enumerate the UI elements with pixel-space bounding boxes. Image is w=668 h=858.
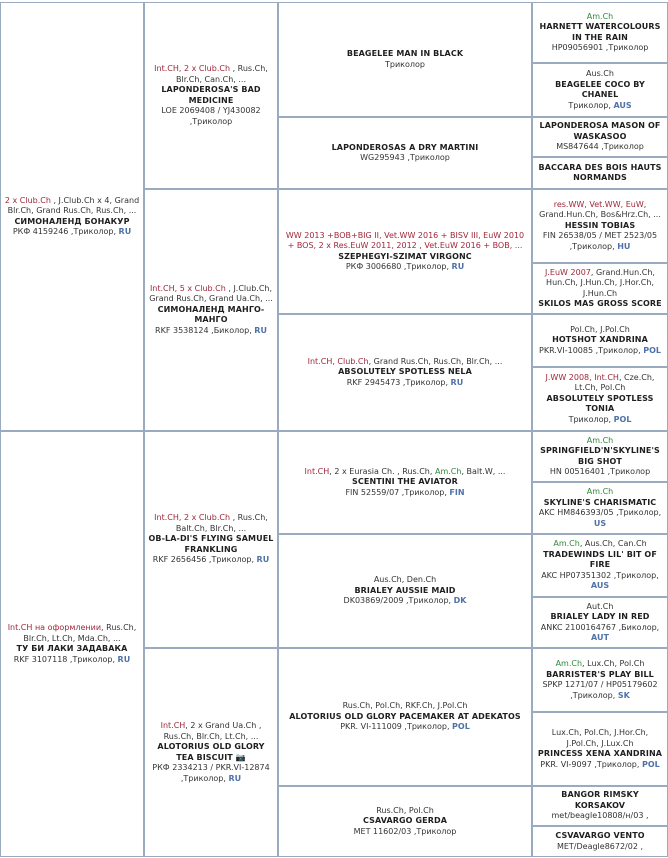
dog-titles: [282, 575, 528, 586]
title-segment: Int.CH: [160, 721, 186, 730]
title-segment: Lux.Ch, Pol.Ch, J.Hor.Ch, J.Pol.Ch, J.Lux.Ch: [551, 728, 649, 748]
dog-registration: [282, 488, 528, 499]
registration-text: Триколор: [385, 59, 425, 69]
dog-registration: [536, 571, 664, 592]
dog-registration: [282, 378, 528, 389]
country-code: SK: [617, 690, 630, 700]
dog-titles: [282, 357, 528, 368]
dog-registration: [282, 722, 528, 733]
pedigree-cell-sddd: [532, 367, 668, 431]
dog-titles: [282, 806, 528, 817]
dog-name-link[interactable]: [282, 143, 528, 154]
registration-text: HN 00516401 ,Триколор: [549, 467, 651, 476]
title-segment: , Grand.Hun.Ch, Hun.Ch, J.Hun.Ch, J.Hor.Ch, J.Hun.Ch: [546, 267, 655, 298]
title-segment: , Rus.Ch, Balt.Ch, Blr.Ch, ...: [175, 513, 268, 533]
dog-entry: [4, 623, 140, 665]
title-segment: Am.Ch: [586, 11, 614, 21]
country-code: HU: [617, 241, 631, 251]
title-segment: Rus.Ch, Pol.Ch, RKF.Ch, J.Pol.Ch: [342, 701, 468, 711]
title-segment: WW 2013 +BOB+BIG II, Vet.WW 2016 + BISV III, EuW 2010 + BOS, 2 x Res.EuW 2011, 2012 , Vet.EuW 2016 + BOB, ...: [285, 230, 525, 250]
pedigree-cell-sdd: [278, 314, 532, 431]
dog-registration: [148, 555, 274, 566]
pedigree-cell-dsdd: [532, 597, 668, 648]
title-segment: Int.CH, 5 x Club.Ch: [149, 283, 226, 293]
registration-text: Триколор,: [568, 414, 612, 424]
dog-entry: [536, 200, 664, 253]
dog-name: HARNETT WATERCOLOURS IN THE RAIN: [539, 22, 661, 42]
dog-name: OB-LA-DI'S FLYING SAMUEL FRANKLING: [148, 534, 274, 554]
registration-text: Триколор,: [568, 100, 611, 110]
dog-name: SCENTINI THE AVIATOR: [352, 477, 458, 487]
dog-titles: [536, 325, 664, 336]
dog-name: BEAGELEE MAN IN BLACK: [346, 49, 464, 58]
dog-name-link[interactable]: [536, 80, 664, 101]
dog-registration: [148, 106, 274, 127]
registration-text: РКФ 2334213 / PKR.VI-12874 ,Триколор,: [152, 763, 270, 783]
registration-text: РКФ 3006680 ,Триколор,: [345, 262, 449, 271]
dog-name: SKILOS MAS GROSS SCORE: [538, 299, 662, 308]
registration-text: RKF 2945473 ,Триколор,: [346, 377, 448, 387]
dog-name-link[interactable]: [148, 742, 274, 763]
country-code: FIN: [449, 487, 465, 497]
dog-titles: [536, 487, 664, 498]
title-segment: Aut.Ch: [586, 601, 614, 611]
dog-name-link[interactable]: [536, 299, 664, 310]
dog-registration: [148, 763, 274, 784]
dog-registration: [536, 467, 664, 478]
dog-name-link[interactable]: [4, 217, 140, 228]
dog-entry: [4, 196, 140, 238]
dog-name: BARRISTER'S PLAY BILL: [546, 669, 654, 679]
dog-entry: [148, 284, 274, 337]
dog-titles: [536, 728, 664, 749]
dog-name-link[interactable]: [282, 252, 528, 263]
dog-entry: [282, 143, 528, 164]
dog-entry: [536, 121, 664, 153]
pedigree-cell-ssd: [278, 117, 532, 189]
dog-entry: [536, 539, 664, 592]
dog-registration: [282, 596, 528, 607]
dog-titles: [282, 231, 528, 252]
dog-entry: [536, 728, 664, 770]
dog-registration: [282, 153, 528, 164]
pedigree-cell-dss: [278, 431, 532, 534]
country-code: RU: [228, 773, 242, 783]
dog-titles: [536, 69, 664, 80]
registration-text: РКФ 4159246 ,Триколор,: [12, 227, 116, 236]
title-segment: Am.Ch: [434, 466, 462, 476]
registration-text: PKR.VI-10085 ,Триколор,: [539, 345, 641, 355]
country-code: DK: [453, 596, 467, 606]
title-segment: J.WW 2008, Int.CH: [545, 372, 619, 382]
dog-name: CSVAVARGO VENTO: [555, 831, 645, 840]
registration-text: RKF 2656456 ,Триколор,: [152, 555, 254, 565]
dog-name-link[interactable]: [536, 446, 664, 467]
dog-name: ALOTORIUS OLD GLORY PACEMAKER AT ADEKATOS: [289, 711, 521, 721]
dog-name: BRIALEY AUSSIE MAID: [354, 585, 456, 595]
pedigree-cell-ddsd: [532, 712, 668, 786]
dog-entry: [282, 357, 528, 389]
dog-entry: [536, 436, 664, 478]
dog-titles: [4, 196, 140, 217]
dog-titles: [536, 12, 664, 23]
dog-name: СИМОНАЛЕНД БОНАКУР: [14, 216, 130, 226]
dog-name: HOTSHOT XANDRINA: [552, 335, 648, 345]
dog-name-link[interactable]: [536, 550, 664, 571]
dog-entry: [148, 513, 274, 566]
dog-entry: [282, 701, 528, 733]
dog-name-link[interactable]: [148, 305, 274, 326]
pedigree-cell-ds: [144, 431, 278, 648]
country-code: RU: [254, 325, 267, 335]
dog-registration: [536, 346, 664, 357]
dog-entry: [536, 325, 664, 357]
dog-entry: [282, 49, 528, 70]
title-segment: Int.CH, 2 x Club.Ch: [154, 64, 231, 73]
dog-name: HESSIN TOBIAS: [564, 220, 636, 230]
registration-text: HP09056901 ,Триколор: [551, 43, 649, 52]
dog-name-link[interactable]: [148, 85, 274, 106]
title-segment: 2 x Club.Ch: [4, 195, 51, 205]
dog-registration: [4, 227, 140, 238]
country-code: AUS: [613, 100, 632, 110]
registration-text: RKF 3107118 ,Триколор,: [13, 654, 115, 664]
title-segment: Am.Ch: [586, 487, 614, 496]
dog-name-link[interactable]: [536, 394, 664, 415]
dog-registration: [536, 508, 664, 529]
dog-registration: [536, 842, 664, 853]
dog-name: LAPONDEROSA'S BAD MEDICINE: [161, 85, 261, 105]
pedigree-cell-sds: [278, 189, 532, 314]
dog-titles: [148, 513, 274, 534]
dog-name: BANGOR RIMSKY KORSAKOV: [561, 790, 639, 810]
title-segment: Int.CH на оформлении: [7, 623, 102, 632]
title-segment: Aus.Ch, Den.Ch: [373, 575, 437, 585]
pedigree-cell-dssd: [532, 482, 668, 534]
registration-text: MET/Deagle8672/02 ,: [556, 841, 644, 851]
dog-name: PRINCESS XENA XANDRINA: [537, 749, 663, 758]
pedigree-cell-ddds: [532, 786, 668, 826]
dog-name-link[interactable]: [536, 612, 664, 623]
pedigree-cell-dddd: [532, 826, 668, 857]
dog-name-link[interactable]: [536, 22, 664, 43]
dog-name: BACCARA DES BOIS HAUTS NORMANDS: [538, 162, 662, 182]
dog-registration: [536, 43, 664, 54]
dog-titles: [148, 721, 274, 742]
dog-entry: [536, 268, 664, 310]
dog-name: BRIALEY LADY IN RED: [550, 612, 650, 621]
country-code: POL: [643, 345, 661, 355]
registration-text: AKC HP07351302 ,Триколор,: [541, 570, 659, 580]
registration-text: WG295943 ,Триколор: [360, 153, 450, 162]
registration-text: PKR. VI-9097 ,Триколор,: [540, 759, 640, 769]
country-code: POL: [641, 759, 660, 769]
country-code: POL: [452, 722, 470, 732]
dog-name: ABSOLUTELY SPOTLESS TONIA: [546, 393, 654, 414]
title-segment: , J.Club.Ch x 4, Grand Blr.Ch, Grand Rus.Ch, Rus.Ch, ...: [7, 195, 140, 215]
dog-entry: [536, 659, 664, 701]
dog-name: ALOTORIUS OLD GLORY TEA BISCUIT: [157, 742, 265, 762]
title-segment: , 2 x Eurasia Ch. , Rus.Ch,: [329, 466, 435, 476]
pedigree-cell-ssds: [532, 117, 668, 157]
pedigree-cell-ss: [144, 2, 278, 189]
dog-registration: [282, 827, 528, 838]
title-segment: res.WW, Vet.WW, EuW: [553, 199, 644, 209]
title-segment: , Grand Rus.Ch, Rus.Ch, Blr.Ch, ...: [368, 356, 503, 366]
title-segment: , Rus.Ch, Blr.Ch, Can.Ch, ...: [175, 64, 268, 84]
dog-name-link[interactable]: [536, 790, 664, 811]
dog-name-link[interactable]: [282, 477, 528, 488]
registration-text: ANKC 2100164767 ,Биколор,: [540, 622, 660, 632]
country-code: RU: [256, 555, 270, 565]
dog-name-link[interactable]: [282, 586, 528, 597]
pedigree-cell-sdsd: [532, 263, 668, 314]
dog-titles: [536, 602, 664, 613]
dog-registration: [536, 142, 664, 153]
dog-registration: [536, 760, 664, 771]
dog-registration: [148, 326, 274, 337]
title-segment: Rus.Ch, Pol.Ch: [376, 805, 434, 815]
registration-text: FIN 26538/05 / MET 2523/05 ,Триколор,: [542, 231, 658, 251]
pedigree-cell-sdss: [532, 189, 668, 263]
dog-titles: [536, 436, 664, 447]
title-segment: , 2 x Grand Ua.Ch , Rus.Ch, Blr.Ch, Lt.Ch, ...: [163, 721, 262, 741]
title-segment: , Balt.W, ...: [461, 466, 506, 476]
title-segment: Am.Ch: [586, 435, 614, 445]
dog-entry: [536, 831, 664, 852]
dog-name: CSAVARGO GERDA: [362, 816, 447, 826]
title-segment: Int.CH: [304, 466, 330, 476]
dog-name: SKYLINE'S CHARISMATIC: [543, 497, 657, 507]
dog-name: TRADEWINDS LIL' BIT OF FIRE: [543, 549, 657, 570]
title-segment: Aus.Ch: [586, 69, 614, 78]
dog-name: LAPONDEROSA MASON OF WASKASOO: [539, 121, 661, 141]
title-segment: Am.Ch: [555, 659, 583, 668]
pedigree-cell-ssdd: [532, 157, 668, 189]
registration-text: RKF 3538124 ,Биколор,: [155, 325, 252, 335]
pedigree-cell-d: [0, 431, 144, 857]
country-code: RU: [117, 654, 131, 664]
dog-entry: [282, 231, 528, 273]
dog-registration: [536, 101, 664, 112]
dog-titles: [282, 701, 528, 712]
dog-name: BEAGELEE COCO BY CHANEL: [555, 79, 645, 99]
dog-name-link[interactable]: [536, 121, 664, 142]
title-segment: , Aus.Ch, Can.Ch: [579, 539, 647, 549]
title-segment: Am.Ch: [553, 539, 580, 549]
country-code: RU: [450, 377, 464, 387]
dog-name-link[interactable]: [282, 367, 528, 378]
dog-entry: [536, 163, 664, 184]
dog-name: ТУ БИ ЛАКИ ЗАДАВАКА: [16, 644, 128, 653]
dog-entry: [536, 487, 664, 529]
dog-titles: [282, 467, 528, 478]
title-segment: , Grand.Hun.Ch, Bos&Hrz.Ch, ...: [539, 199, 661, 220]
dog-name-link[interactable]: [282, 49, 528, 60]
registration-text: SPKP 1271/07 / HP05179602 ,Триколор,: [542, 680, 658, 700]
country-code: AUT: [591, 633, 609, 642]
dog-titles: [536, 268, 664, 300]
dog-name-link[interactable]: [148, 534, 274, 555]
dog-name: SZEPHEGYI-SZIMAT VIRGONC: [338, 251, 472, 261]
dog-titles: [536, 200, 664, 221]
dog-entry: [148, 64, 274, 127]
title-segment: Int.CH, Club.Ch: [307, 356, 369, 366]
title-segment: J.EuW 2007: [545, 267, 591, 277]
country-code: RU: [118, 227, 132, 236]
dog-registration: [536, 231, 664, 252]
camera-icon[interactable]: 📷: [232, 752, 246, 762]
title-segment: , Lux.Ch, Pol.Ch: [582, 659, 645, 668]
dog-name-link[interactable]: [282, 712, 528, 723]
dog-name-link[interactable]: [536, 163, 664, 184]
pedigree-cell-dd: [144, 648, 278, 857]
dog-entry: [536, 790, 664, 822]
dog-titles: [148, 284, 274, 305]
pedigree-cell-dds: [278, 648, 532, 786]
country-code: POL: [613, 414, 632, 424]
pedigree-cell-sdds: [532, 314, 668, 367]
dog-entry: [536, 373, 664, 426]
dog-name-link[interactable]: [536, 831, 664, 842]
pedigree-cell-ddss: [532, 648, 668, 712]
registration-text: MET 11602/03 ,Триколор: [353, 826, 457, 836]
pedigree-cell-dsds: [532, 534, 668, 597]
pedigree-cell-ssss: [532, 2, 668, 63]
dog-titles: [148, 64, 274, 85]
pedigree-cell-s: [0, 2, 144, 431]
registration-text: DK03869/2009 ,Триколор,: [343, 596, 452, 606]
dog-entry: [536, 602, 664, 644]
registration-text: PKR. VI-111009 ,Триколор,: [340, 722, 450, 732]
country-code: AUS: [590, 581, 610, 591]
dog-registration: [536, 811, 664, 822]
dog-entry: [536, 69, 664, 111]
dog-registration: [536, 680, 664, 701]
dog-name: LAPONDEROSAS A DRY MARTINI: [331, 142, 479, 152]
registration-text: LOE 2069408 / YJ430082 ,Триколор: [161, 106, 261, 126]
title-segment: Int.CH, 2 x Club.Ch: [154, 513, 231, 523]
dog-registration: [536, 415, 664, 426]
dog-titles: [536, 659, 664, 670]
dog-entry: [148, 721, 274, 784]
dog-name: ABSOLUTELY SPOTLESS NELA: [338, 367, 472, 377]
dog-name-link[interactable]: [536, 335, 664, 346]
dog-name-link[interactable]: [282, 816, 528, 827]
dog-name-link[interactable]: [536, 670, 664, 681]
title-segment: , J.Club.Ch, Grand Rus.Ch, Grand Ua.Ch, ...: [149, 283, 273, 304]
dog-registration: [282, 262, 528, 273]
registration-text: met/beagle10808/н/03 ,: [551, 811, 649, 821]
pedigree-cell-sss: [278, 2, 532, 117]
dog-name: SPRINGFIELD'N'SKYLINE'S BIG SHOT: [540, 446, 660, 466]
country-code: RU: [451, 262, 465, 271]
pedigree-cell-dsss: [532, 431, 668, 482]
registration-text: MS847644 ,Триколор: [556, 142, 644, 152]
dog-entry: [282, 467, 528, 499]
dog-registration: [282, 60, 528, 71]
pedigree-cell-dsd: [278, 534, 532, 648]
dog-name-link[interactable]: [536, 749, 664, 760]
title-segment: , Rus.Ch, Blr.Ch, Lt.Ch, Mda.Ch, ...: [23, 623, 137, 643]
country-code: US: [593, 518, 607, 528]
pedigree-cell-sd: [144, 189, 278, 431]
dog-name-link[interactable]: [536, 498, 664, 509]
pedigree-cell-sssd: [532, 63, 668, 117]
dog-titles: [4, 623, 140, 644]
registration-text: FIN 52559/07 ,Триколор,: [345, 487, 447, 497]
dog-name-link[interactable]: [4, 644, 140, 655]
dog-name-link[interactable]: [536, 221, 664, 232]
dog-titles: [536, 539, 664, 550]
pedigree-cell-ddd: [278, 786, 532, 857]
dog-registration: [536, 623, 664, 644]
dog-entry: [282, 806, 528, 838]
dog-entry: [282, 575, 528, 607]
dog-name: СИМОНАЛЕНД МАНГО-МАНГО: [157, 304, 265, 325]
title-segment: Pol.Ch, J.Pol.Ch: [570, 324, 630, 334]
title-segment: , Cze.Ch, Lt.Ch, Pol.Ch: [574, 372, 655, 393]
dog-entry: [536, 12, 664, 54]
dog-registration: [4, 655, 140, 666]
registration-text: AKC HM846393/05 ,Триколор,: [538, 508, 662, 517]
dog-titles: [536, 373, 664, 394]
